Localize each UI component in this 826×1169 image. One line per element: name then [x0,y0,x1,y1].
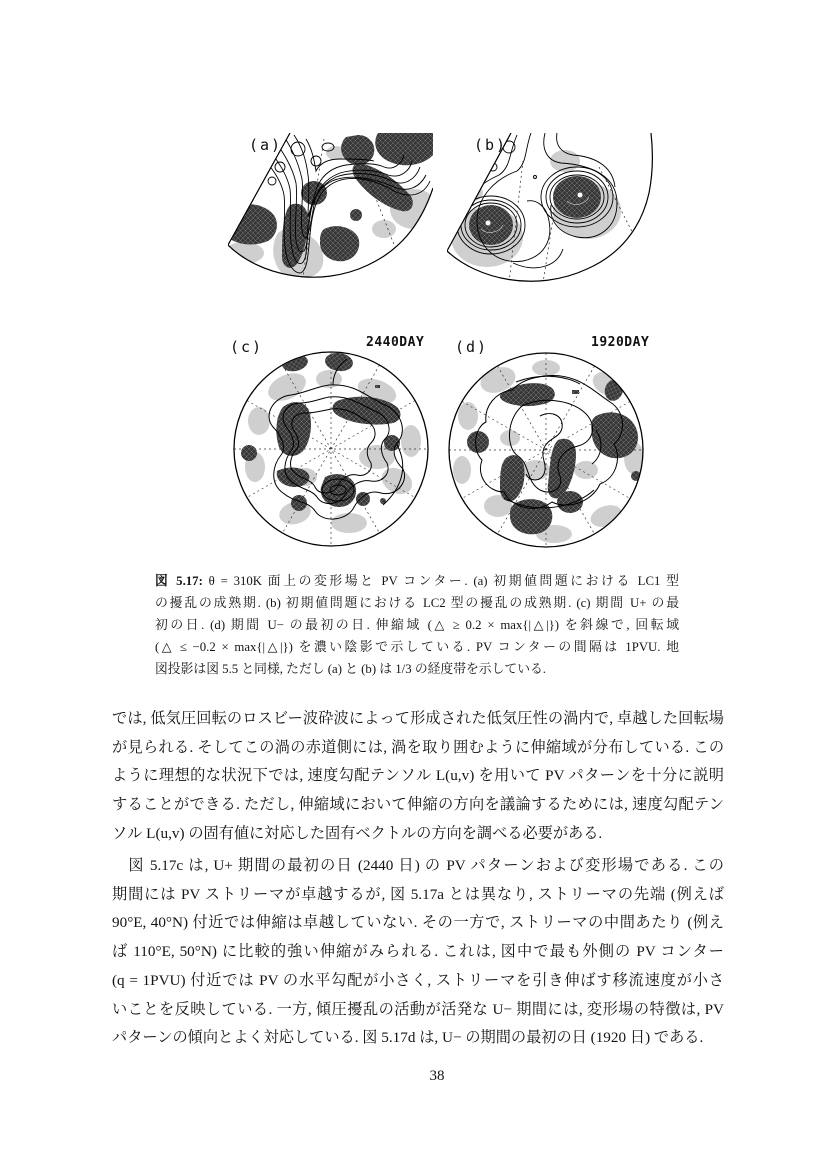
text-line: 90°E, 40°N) 付近では伸縮は卓越していない. その一方で, ストリーマの中間あたり (例え [112,914,724,932]
text-line: ば 110°E, 50°N) に比較的強い伸縮がみられる. これは, 図中で最も外側の PV コンター [112,943,724,961]
panel-d-label: (d) [455,338,489,356]
figure-caption [155,570,679,680]
caption-text: θ = 310K 面上の変形場と PV コンター. (a) 初期値問題における LC1 型 [208,574,679,588]
panel-c-label: (c) [230,338,264,356]
caption-line: 図投影は図 5.5 と同様, ただし (a) と (b) は 1/3 の経度帯を示している. [155,662,546,676]
caption-line [155,570,679,592]
panel-c-day-label: 2440DAY [366,335,425,350]
body-paragraph-1 [112,705,724,849]
panel-d-plot [446,350,650,554]
panel-b-plot [447,133,653,285]
text-line: いことを反映している. 一方, 傾圧擾乱の活動が活発な U− 期間には, 変形場の特徴は, PV [112,1000,724,1018]
caption-line: 初の日. (d) 期間 U− の最初の日. 伸縮域 (△ ≥ 0.2 × max{|△|}) を斜線で, 回転域 [155,618,679,632]
caption-line: (△ ≤ −0.2 × max{|△|}) を濃い陰影で示している. PV コンターの間隔は 1PVU. 地 [155,640,679,654]
panel-a-label: (a) [249,136,283,154]
panel-c-plot [229,349,433,553]
text-line: パターンの傾向とよく対応している. 図 5.17d は, U− の期間の最初の日 (1920 日) である. [112,1029,704,1047]
caption-tag: 図 5.17: [155,574,203,588]
text-line: 図 5.17c は, U+ 期間の最初の日 (2440 日) の PV パターンおよび変形場である. この [112,857,724,874]
page-number: 38 [429,1068,445,1084]
panel-b-label: (b) [474,136,508,154]
panel-d-day-label: 1920DAY [591,335,650,350]
text-line: ように理想的な状況下では, 速度勾配テンソル L(u,v) を用いて PV パターンを十分に説明 [112,767,724,785]
panel-a-plot [228,133,433,285]
text-line: (q = 1PVU) 付近では PV の水平勾配が小さく, ストリーマを引き伸ばす移流速度が小さ [112,971,724,989]
text-line: ソル L(u,v) の固有値に対応した固有ベクトルの方向を調べる必要がある. [112,824,603,842]
caption-line: の擾乱の成熟期. (b) 初期値問題における LC2 型の擾乱の成熟期. (c) 期間 U+ の最 [155,596,679,610]
text-line: では, 低気圧回転のロスビー波砕波によって形成された低気圧性の渦内で, 卓越した回転場 [112,710,724,727]
text-line: することができる. ただし, 伸縮域において伸縮の方向を議論するためには, 速度勾配テン [112,796,724,814]
body-paragraph-2 [112,852,724,1053]
text-line: 期間には PV ストリーマが卓越するが, 図 5.17a とは異なり, ストリーマの先端 (例えば [112,885,724,903]
text-line: が見られる. そしてこの渦の赤道側には, 渦を取り囲むように伸縮域が分布している. この [112,738,724,756]
